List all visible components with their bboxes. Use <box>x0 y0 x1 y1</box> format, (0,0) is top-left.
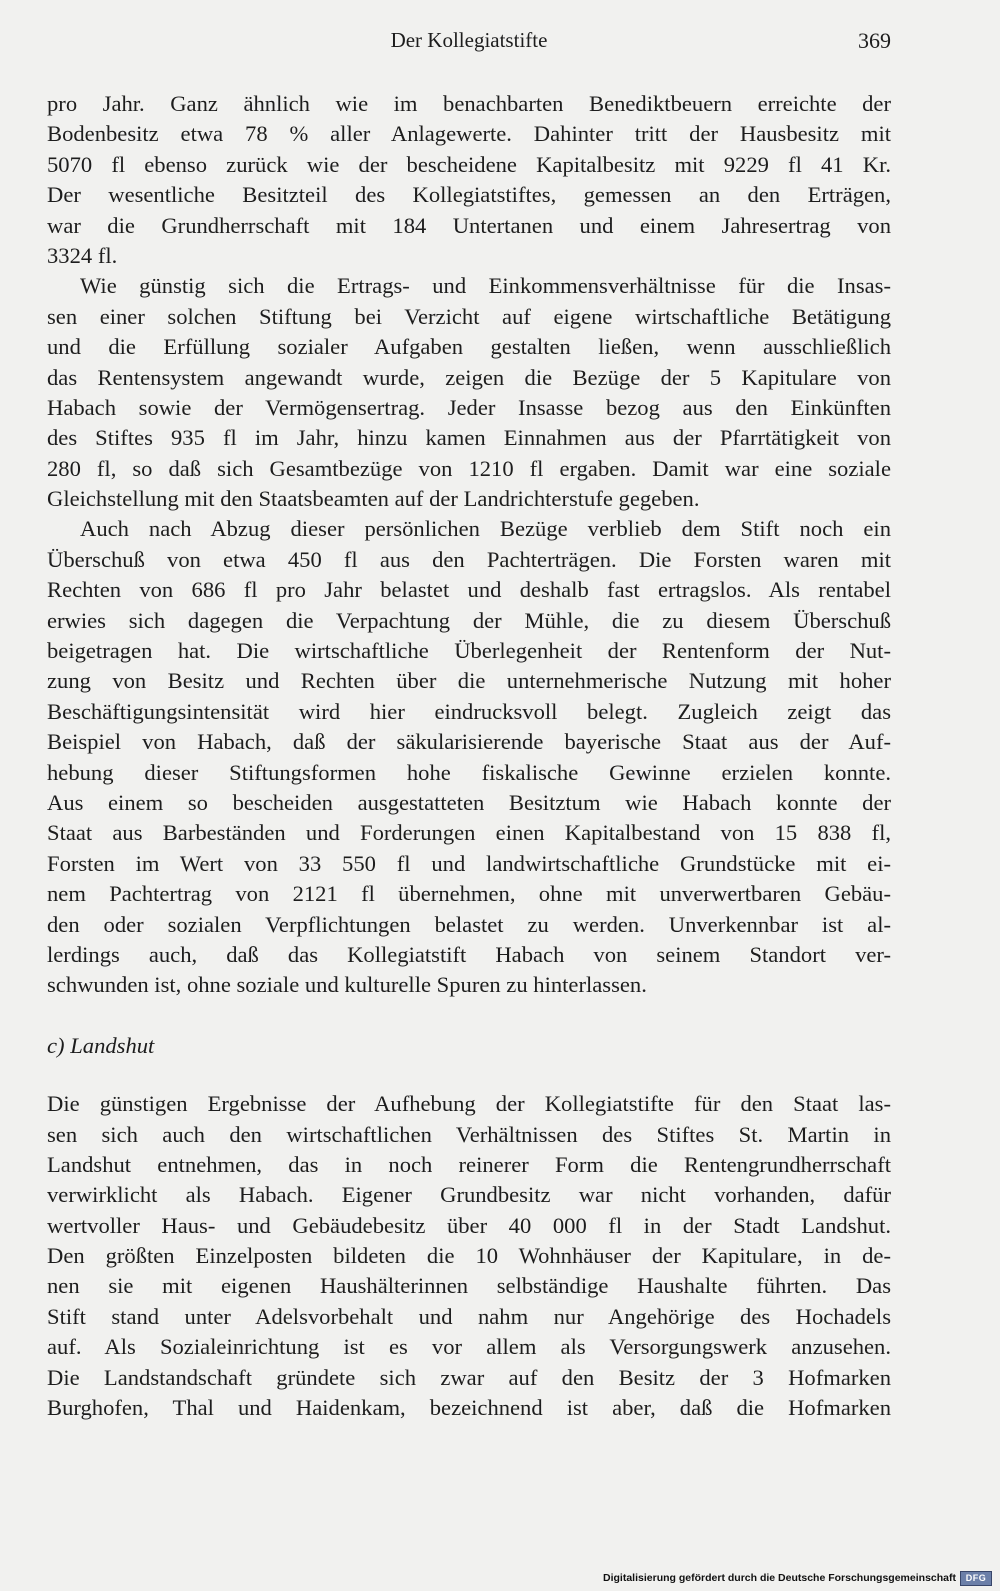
paragraph <box>47 271 891 514</box>
paragraph <box>47 89 891 271</box>
page-header <box>47 28 891 58</box>
text-line: und die Erfüllung sozialer Aufgaben gestalten ließen, wenn ausschließlich <box>47 334 891 360</box>
text-line: Aus einem so bescheiden ausgestatteten Besitztum wie Habach konnte der <box>47 789 891 815</box>
text-line: Habach sowie der Vermögensertrag. Jeder Insasse bezog aus den Einkünften <box>47 394 891 420</box>
text-line: Gleichstellung mit den Staatsbeamten auf der Landrichterstufe gegeben. <box>47 486 700 512</box>
text-line: wertvoller Haus- und Gebäudebesitz über 40 000 fl in der Stadt Landshut. <box>47 1212 891 1238</box>
text-line: verwirklicht als Habach. Eigener Grundbesitz war nicht vorhanden, dafür <box>47 1182 891 1208</box>
text-line: Wie günstig sich die Ertrags- und Einkommensverhältnisse für die Insas- <box>80 273 891 299</box>
text-line: war die Grundherrschaft mit 184 Untertanen und einem Jahresertrag von <box>47 212 891 238</box>
text-line: hebung dieser Stiftungsformen hohe fiskalische Gewinne erzielen konnte. <box>47 759 891 785</box>
text-line: Stift stand unter Adelsvorbehalt und nahm nur Angehörige des Hochadels <box>47 1303 891 1329</box>
text-line: Burghofen, Thal und Haidenkam, bezeichnend ist aber, daß die Hofmarken <box>47 1395 891 1421</box>
text-line: beigetragen hat. Die wirtschaftliche Überlegenheit der Rentenform der Nut- <box>47 638 891 664</box>
text-line: den oder sozialen Verpflichtungen belastet zu werden. Unverkennbar ist al- <box>47 911 891 937</box>
text-line: Rechten von 686 fl pro Jahr belastet und deshalb fast ertragslos. Als rentabel <box>47 577 891 603</box>
text-line: Forsten im Wert von 33 550 fl und landwirtschaftliche Grundstücke mit ei- <box>47 850 891 876</box>
text-line: auf. Als Sozialeinrichtung ist es vor allem als Versorgungswerk anzusehen. <box>47 1334 891 1360</box>
text-line: Überschuß von etwa 450 fl aus den Pachterträgen. Die Forsten waren mit <box>47 546 891 572</box>
text-line: Landshut entnehmen, das in noch reinerer Form die Rentengrundherrschaft <box>47 1151 891 1177</box>
text-line: nen sie mit eigenen Haushälterinnen selbständige Haushalte führten. Das <box>47 1273 891 1299</box>
page-body <box>47 89 891 1423</box>
text-line: nem Pachtertrag von 2121 fl übernehmen, ohne mit unverwertbaren Gebäu- <box>47 881 891 907</box>
text-line: Den größten Einzelposten bildeten die 10 Wohnhäuser der Kapitulare, in de- <box>47 1243 891 1269</box>
text-line: 5070 fl ebenso zurück wie der bescheidene Kapitalbesitz mit 9229 fl 41 Kr. <box>47 151 891 177</box>
section-heading: c) Landshut <box>47 1032 155 1058</box>
text-line: pro Jahr. Ganz ähnlich wie im benachbarten Benediktbeuern erreichte der <box>47 91 891 116</box>
text-line: 280 fl, so daß sich Gesamtbezüge von 1210 fl ergaben. Damit war eine soziale <box>47 455 891 481</box>
running-title: Der Kollegiatstifte <box>390 28 548 52</box>
text-line: Bodenbesitz etwa 78 % aller Anlagewerte. Dahinter tritt der Hausbesitz mit <box>47 121 891 147</box>
page-number: 369 <box>858 28 891 53</box>
text-line: schwunden ist, ohne soziale und kulturelle Spuren zu hinterlassen. <box>47 972 647 998</box>
text-line: sen sich auch den wirtschaftlichen Verhältnissen des Stiftes St. Martin in <box>47 1121 891 1147</box>
text-line: Beispiel von Habach, daß der säkularisierende bayerische Staat aus der Auf- <box>47 729 891 755</box>
text-line: sen einer solchen Stiftung bei Verzicht auf eigene wirtschaftliche Betätigung <box>47 303 891 329</box>
text-line: Der wesentliche Besitzteil des Kollegiatstiftes, gemessen an den Erträgen, <box>47 182 891 208</box>
text-line: Die günstigen Ergebnisse der Aufhebung der Kollegiatstifte für den Staat las- <box>47 1091 891 1117</box>
text-line: 3324 fl. <box>47 242 118 268</box>
text-line: Die Landstandschaft gründete sich zwar auf den Besitz der 3 Hofmarken <box>47 1364 891 1390</box>
text-line: Auch nach Abzug dieser persönlichen Bezüge verblieb dem Stift noch ein <box>80 516 891 542</box>
dfg-logo-icon: DFG <box>960 1571 992 1586</box>
text-line: Beschäftigungsintensität wird hier eindrucksvoll belegt. Zugleich zeigt das <box>47 698 891 724</box>
text-line: zung von Besitz und Rechten über die unternehmerische Nutzung mit hoher <box>47 668 891 694</box>
credit-text: Digitalisierung gefördert durch die Deutsche Forschungsgemeinschaft <box>603 1572 956 1584</box>
paragraph <box>47 1089 891 1423</box>
text-line: lerdings auch, daß das Kollegiatstift Habach von seinem Standort ver- <box>47 941 891 967</box>
paragraph <box>47 514 891 1000</box>
text-line: erwies sich dagegen die Verpachtung der Mühle, die zu diesem Überschuß <box>47 607 891 633</box>
text-line: das Rentensystem angewandt wurde, zeigen die Bezüge der 5 Kapitulare von <box>47 364 891 390</box>
text-line: Staat aus Barbeständen und Forderungen einen Kapitalbestand von 15 838 fl, <box>47 820 891 846</box>
text-line: des Stiftes 935 fl im Jahr, hinzu kamen Einnahmen aus der Pfarrtätigkeit von <box>47 425 891 451</box>
digitization-credit <box>603 1569 992 1587</box>
